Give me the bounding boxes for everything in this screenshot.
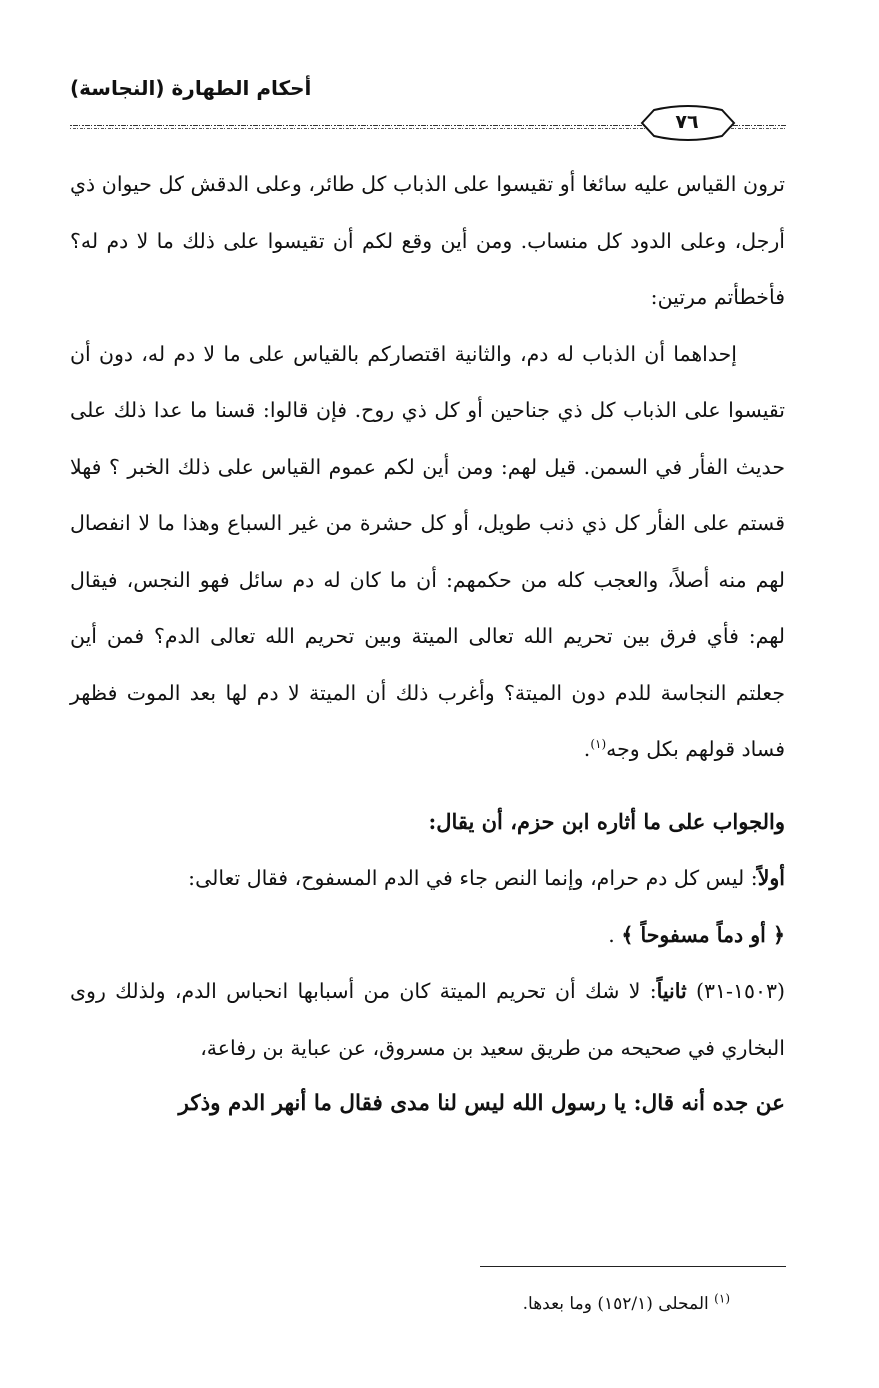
footnote <box>300 1290 730 1318</box>
running-title: أحكام الطهارة (النجاسة) <box>70 76 312 100</box>
point-second <box>70 963 785 1076</box>
answer-heading: والجواب على ما أثاره ابن حزم، أن يقال: <box>428 808 785 834</box>
quran-verse: ﴿ أو دماً مسفوحاً ﴾ <box>621 922 785 947</box>
paragraph-1: ترون القياس عليه سائغا أو تقيسوا على الذباب كل طائر، وعلى الدقش كل حيوان ذي أرجل، وعلى الدود كل منساب. ومن أين وقع لكم أن تقيسوا على ذلك ما لا دم له؟ فأخطأتم مرتين: <box>70 172 785 309</box>
paragraph-2 <box>70 326 785 778</box>
footnote-mark: (١) <box>714 1291 730 1306</box>
hadith-text: عن جده أنه قال: يا رسول الله ليس لنا مدى فقال ما أنهر الدم وذكر <box>178 1091 785 1116</box>
point-first-text: : ليس كل دم حرام، وإنما النص جاء في الدم المسفوح، فقال تعالى: <box>188 866 758 890</box>
point-first <box>70 850 785 907</box>
paragraph-2-end: . <box>583 737 591 761</box>
footnote-reference: (١) <box>590 737 607 752</box>
paragraph-2-text: إحداهما أن الذباب له دم، والثانية اقتصاركم بالقياس على ما لا دم له، دون أن تقيسوا على الذباب كل ذي جناحين أو كل ذي روح. فإن قالوا: قسنا ما عدا ذلك على حديث الفأر في السمن. قيل لهم: ومن أين لكم عموم القياس على ذلك الخبر ؟ فهلا قستم على الفأر كل ذي ذنب طويل، أو كل حشرة من غير السباع وهذا ما لا انفصال لهم منه أصلاً، والعجب كله من حكمهم: أن ما كان له دم سائل فهو النجس، فيقال لهم: فأي فرق بين تحريم الله تعالى الميتة وبين تحريم الله تعالى الدم؟ فمن أين جعلتم النجاسة للدم دون الميتة؟ وأغرب ذلك أن الميتة لا دم لها بعد الموت فظهر فساد قولهم بكل وجه <box>70 341 785 761</box>
point-second-text: : لا شك أن تحريم الميتة كان من أسبابها انحباس الدم، ولذلك روى البخاري في صحيحه من طريق سعيد بن مسروق، عن عباية بن رفاعة، <box>70 979 785 1060</box>
quran-verse-line <box>70 907 785 964</box>
body-text <box>70 156 785 1133</box>
quran-verse-end: . <box>608 922 622 947</box>
footnote-text: المحلى (١٥٢/١) وما بعدها. <box>522 1294 715 1314</box>
point-first-label: أولاً <box>757 866 785 890</box>
point-second-label: ثانياً <box>656 979 687 1003</box>
page-number: ٧٦ <box>675 111 699 133</box>
point-second-ref: (١٥٠٣-٣١) <box>695 979 785 1003</box>
footnote-rule <box>480 1266 786 1267</box>
